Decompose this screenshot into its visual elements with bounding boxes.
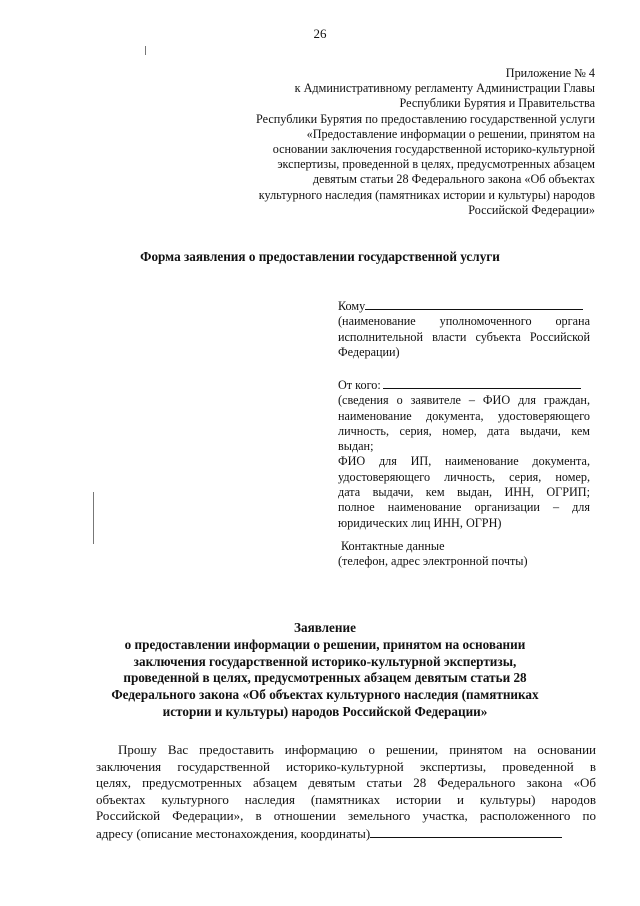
applicant-label: От кого:	[338, 378, 381, 392]
recipient-row	[338, 297, 590, 314]
applicant-hint: ФИО для ИП, наименование документа,	[338, 454, 590, 469]
recipient-hint: исполнительной власти субъекта Российской	[338, 329, 590, 344]
recipient-hint: Федерации)	[338, 344, 400, 359]
body-line-location	[96, 825, 596, 843]
appendix-line: культурного наследия (памятниках истории и культуры) народов	[258, 187, 595, 202]
statement-line: истории и культуры) народов Российской Федерации»	[162, 703, 488, 719]
appendix-line: Республики Бурятия по предоставлению государственной услуги	[256, 111, 595, 126]
appendix-line: Республики Бурятия и Правительства	[399, 96, 595, 111]
appendix-line: Российской Федерации»	[468, 202, 595, 217]
applicant-hint: полное наименование организации – для	[338, 500, 590, 515]
applicant-hint: дата выдачи, кем выдан, ИНН, ОГРИП;	[338, 485, 590, 500]
statement-block	[90, 620, 560, 721]
applicant-hint: (сведения о заявителе – ФИО для граждан,	[338, 393, 590, 408]
body-line: объектах культурного наследия (памятниках истории и культуры) народов	[96, 791, 596, 807]
page-number: 26	[313, 26, 327, 41]
form-title: Форма заявления о предоставлении государственной услуги	[140, 249, 500, 264]
statement-line: о предоставлении информации о решении, принятом на основании	[124, 636, 526, 652]
contacts-block	[338, 539, 590, 570]
applicant-hint: выдан;	[338, 439, 374, 454]
recipient-hint: (наименование уполномоченного органа	[338, 314, 590, 329]
appendix-line: основании заключения государственной историко-культурной	[272, 142, 595, 157]
appendix-line: Приложение № 4	[505, 66, 595, 80]
applicant-block	[338, 376, 590, 531]
body-line: целях, предусмотренных абзацем девятым статьи 28 Федерального закона «Об	[96, 775, 596, 791]
recipient-input-line[interactable]	[365, 297, 583, 310]
statement-line: проведенной в целях, предусмотренных абзацем девятым статьи 28	[123, 670, 527, 686]
appendix-line: экспертизы, проведенной в целях, предусмотренных абзацем	[277, 157, 595, 172]
recipient-label: Кому	[338, 299, 366, 313]
applicant-hint: наименование документа, удостоверяющего	[338, 408, 590, 423]
applicant-hint: удостоверяющего личность, серия, номер,	[338, 469, 590, 484]
recipient-block	[338, 297, 590, 360]
location-input-line[interactable]	[370, 825, 562, 838]
applicant-input-line[interactable]	[383, 376, 581, 389]
applicant-hint: юридических лиц ИНН, ОГРН)	[338, 515, 502, 530]
request-body	[96, 742, 596, 843]
appendix-line: «Предоставление информации о решении, принятом на	[306, 126, 595, 141]
statement-line: Федерального закона «Об объектах культурного наследия (памятниках	[111, 687, 539, 703]
statement-title: Заявление	[294, 620, 356, 635]
statement-line: заключения государственной историко-культурной экспертизы,	[133, 653, 517, 669]
location-label: адресу (описание местонахождения, координаты)	[96, 825, 371, 841]
body-line: Российской Федерации», в отношении земельного участка, расположенного по	[96, 808, 596, 824]
appendix-line: к Административному регламенту Администрации Главы	[294, 81, 595, 96]
body-line: Прошу Вас предоставить информацию о решении, принятом на основании	[118, 742, 596, 757]
applicant-row	[338, 376, 590, 393]
body-line: заключения государственной историко-культурной экспертизы, проведенной в	[96, 758, 596, 774]
contacts-label: Контактные данные	[341, 539, 445, 553]
applicant-hint: личность, серия, номер, дата выдачи, кем	[338, 423, 590, 438]
margin-mark	[145, 46, 146, 55]
scan-margin-line	[93, 492, 94, 544]
appendix-header	[215, 66, 595, 218]
appendix-line: девятым статьи 28 Федерального закона «Об объектах	[312, 172, 595, 187]
contacts-hint: (телефон, адрес электронной почты)	[338, 554, 528, 569]
